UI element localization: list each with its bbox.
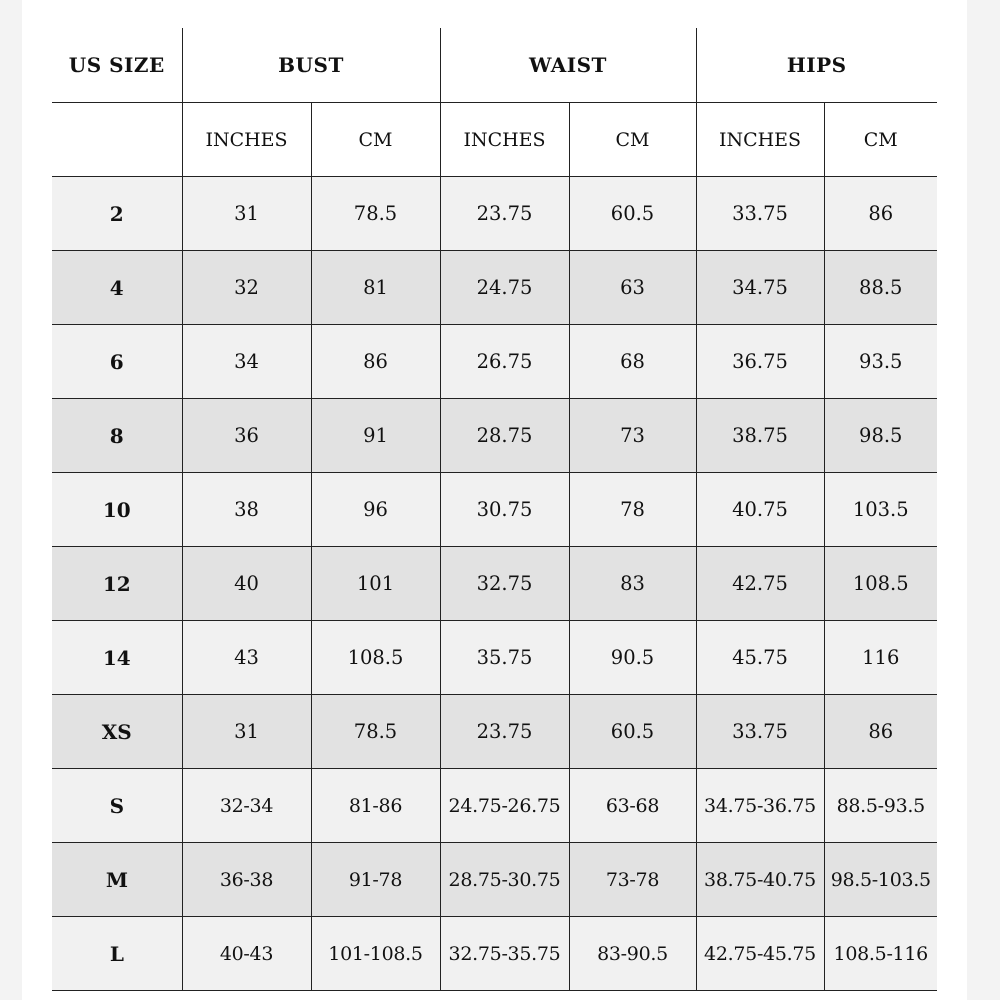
table-row bbox=[52, 917, 937, 991]
bust-cm-cell: 91 bbox=[311, 399, 440, 473]
hips-cm-cell: 86 bbox=[824, 695, 937, 769]
hips-inches-cell: 34.75 bbox=[696, 251, 824, 325]
header-row bbox=[52, 28, 937, 103]
unit-waist-cm: CM bbox=[569, 103, 696, 177]
size-label-cell: 2 bbox=[52, 177, 182, 251]
hips-cm-cell: 88.5-93.5 bbox=[824, 769, 937, 843]
bust-inches-cell: 40-43 bbox=[182, 917, 311, 991]
table-row bbox=[52, 621, 937, 695]
hips-cm-cell: 98.5 bbox=[824, 399, 937, 473]
bust-cm-cell: 86 bbox=[311, 325, 440, 399]
bust-cm-cell: 108.5 bbox=[311, 621, 440, 695]
bust-cm-cell: 81-86 bbox=[311, 769, 440, 843]
size-label-cell: 10 bbox=[52, 473, 182, 547]
size-label-cell: 14 bbox=[52, 621, 182, 695]
table-row bbox=[52, 325, 937, 399]
bust-cm-cell: 91-78 bbox=[311, 843, 440, 917]
right-margin-strip bbox=[967, 0, 1000, 1000]
waist-inches-cell: 26.75 bbox=[440, 325, 569, 399]
hips-cm-cell: 116 bbox=[824, 621, 937, 695]
hips-cm-cell: 93.5 bbox=[824, 325, 937, 399]
table-row bbox=[52, 251, 937, 325]
size-label-cell: S bbox=[52, 769, 182, 843]
waist-cm-cell: 83 bbox=[569, 547, 696, 621]
hips-cm-cell: 98.5-103.5 bbox=[824, 843, 937, 917]
unit-hips-cm: CM bbox=[824, 103, 937, 177]
bust-inches-cell: 32-34 bbox=[182, 769, 311, 843]
size-label-cell: 12 bbox=[52, 547, 182, 621]
size-label-cell: M bbox=[52, 843, 182, 917]
bust-cm-cell: 101 bbox=[311, 547, 440, 621]
hips-inches-cell: 42.75 bbox=[696, 547, 824, 621]
bust-cm-cell: 78.5 bbox=[311, 177, 440, 251]
bust-inches-cell: 40 bbox=[182, 547, 311, 621]
hips-inches-cell: 45.75 bbox=[696, 621, 824, 695]
table-row bbox=[52, 399, 937, 473]
size-label-cell: XS bbox=[52, 695, 182, 769]
waist-inches-cell: 24.75-26.75 bbox=[440, 769, 569, 843]
hips-cm-cell: 88.5 bbox=[824, 251, 937, 325]
hips-inches-cell: 33.75 bbox=[696, 695, 824, 769]
hips-inches-cell: 38.75-40.75 bbox=[696, 843, 824, 917]
table-row bbox=[52, 769, 937, 843]
hips-inches-cell: 42.75-45.75 bbox=[696, 917, 824, 991]
waist-cm-cell: 60.5 bbox=[569, 695, 696, 769]
hips-inches-cell: 33.75 bbox=[696, 177, 824, 251]
bust-inches-cell: 31 bbox=[182, 695, 311, 769]
size-label-cell: 6 bbox=[52, 325, 182, 399]
waist-cm-cell: 90.5 bbox=[569, 621, 696, 695]
waist-inches-cell: 28.75 bbox=[440, 399, 569, 473]
size-label-cell: 4 bbox=[52, 251, 182, 325]
header-us-size: US SIZE bbox=[52, 28, 182, 103]
hips-inches-cell: 38.75 bbox=[696, 399, 824, 473]
hips-inches-cell: 36.75 bbox=[696, 325, 824, 399]
waist-inches-cell: 24.75 bbox=[440, 251, 569, 325]
table-row bbox=[52, 473, 937, 547]
bust-cm-cell: 81 bbox=[311, 251, 440, 325]
hips-cm-cell: 103.5 bbox=[824, 473, 937, 547]
hips-inches-cell: 40.75 bbox=[696, 473, 824, 547]
hips-cm-cell: 86 bbox=[824, 177, 937, 251]
header-bust: BUST bbox=[182, 28, 440, 103]
waist-cm-cell: 73-78 bbox=[569, 843, 696, 917]
hips-cm-cell: 108.5 bbox=[824, 547, 937, 621]
waist-inches-cell: 23.75 bbox=[440, 177, 569, 251]
header-waist: WAIST bbox=[440, 28, 696, 103]
table-row bbox=[52, 177, 937, 251]
bust-cm-cell: 78.5 bbox=[311, 695, 440, 769]
waist-cm-cell: 73 bbox=[569, 399, 696, 473]
waist-inches-cell: 23.75 bbox=[440, 695, 569, 769]
unit-empty bbox=[52, 103, 182, 177]
waist-cm-cell: 63-68 bbox=[569, 769, 696, 843]
hips-inches-cell: 34.75-36.75 bbox=[696, 769, 824, 843]
bust-inches-cell: 36-38 bbox=[182, 843, 311, 917]
unit-bust-inches: INCHES bbox=[182, 103, 311, 177]
waist-inches-cell: 28.75-30.75 bbox=[440, 843, 569, 917]
unit-row bbox=[52, 103, 937, 177]
bust-inches-cell: 38 bbox=[182, 473, 311, 547]
table-row bbox=[52, 695, 937, 769]
waist-cm-cell: 63 bbox=[569, 251, 696, 325]
table-row bbox=[52, 843, 937, 917]
unit-bust-cm: CM bbox=[311, 103, 440, 177]
unit-hips-inches: INCHES bbox=[696, 103, 824, 177]
bust-inches-cell: 34 bbox=[182, 325, 311, 399]
waist-cm-cell: 83-90.5 bbox=[569, 917, 696, 991]
size-label-cell: L bbox=[52, 917, 182, 991]
hips-cm-cell: 108.5-116 bbox=[824, 917, 937, 991]
bust-inches-cell: 31 bbox=[182, 177, 311, 251]
left-margin-strip bbox=[0, 0, 22, 1000]
waist-cm-cell: 78 bbox=[569, 473, 696, 547]
bust-inches-cell: 43 bbox=[182, 621, 311, 695]
waist-cm-cell: 68 bbox=[569, 325, 696, 399]
bust-cm-cell: 96 bbox=[311, 473, 440, 547]
size-label-cell: 8 bbox=[52, 399, 182, 473]
waist-inches-cell: 32.75-35.75 bbox=[440, 917, 569, 991]
waist-inches-cell: 35.75 bbox=[440, 621, 569, 695]
bust-inches-cell: 36 bbox=[182, 399, 311, 473]
waist-cm-cell: 60.5 bbox=[569, 177, 696, 251]
size-chart-table bbox=[52, 28, 937, 991]
bust-inches-cell: 32 bbox=[182, 251, 311, 325]
waist-inches-cell: 32.75 bbox=[440, 547, 569, 621]
unit-waist-inches: INCHES bbox=[440, 103, 569, 177]
table-row bbox=[52, 547, 937, 621]
waist-inches-cell: 30.75 bbox=[440, 473, 569, 547]
bust-cm-cell: 101-108.5 bbox=[311, 917, 440, 991]
header-hips: HIPS bbox=[696, 28, 937, 103]
